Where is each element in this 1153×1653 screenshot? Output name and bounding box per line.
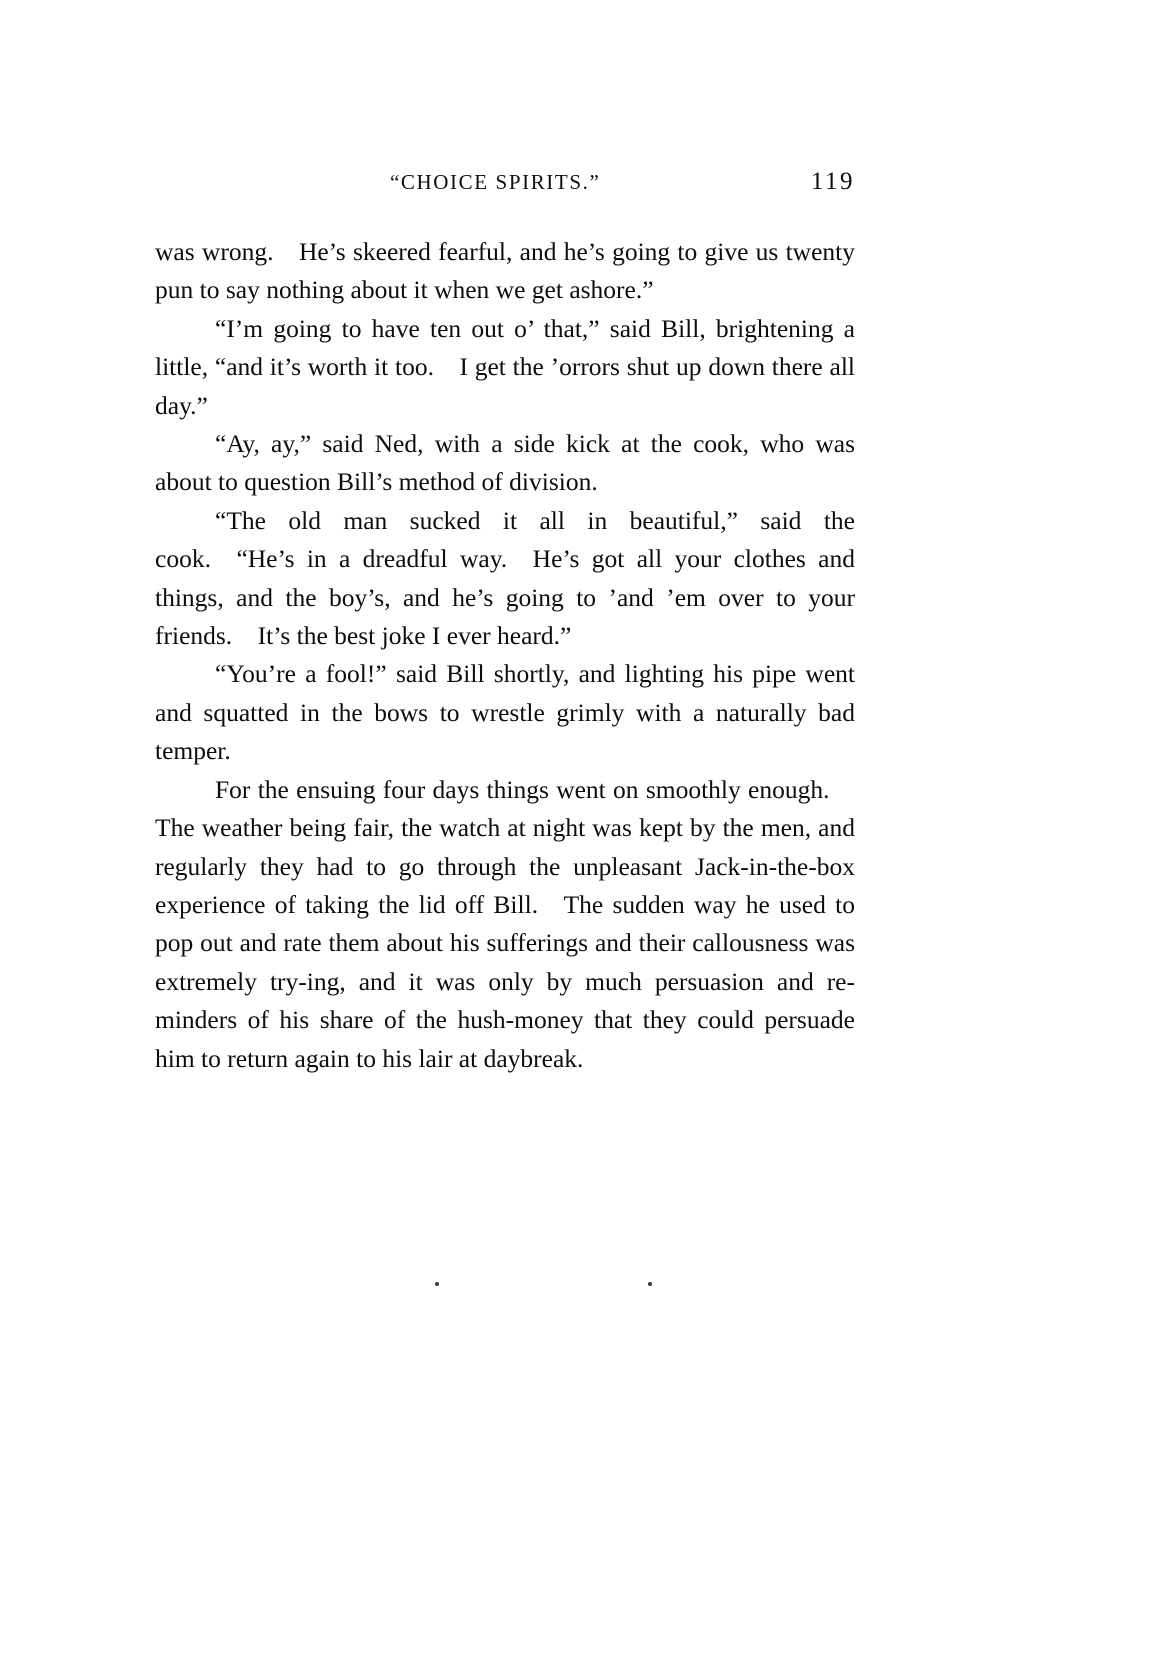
- page-header: [155, 168, 855, 202]
- paragraph: “The old man sucked it all in beautiful,” said the cook. “He’s in a dreadful way. He’s got all your clothes and things, and the boy’s, and he’s going to ’and ’em over to your friends. It’s the best joke I ever heard.”: [155, 505, 855, 651]
- body-text: [155, 233, 855, 1078]
- paragraph: “You’re a fool!” said Bill shortly, and lighting his pipe went and squatted in the bows to wrestle grimly with a naturally bad temper.: [155, 659, 855, 766]
- page-speck-marks: [155, 1282, 855, 1292]
- speck-mark: [648, 1282, 652, 1286]
- paragraph: “I’m going to have ten out o’ that,” said Bill, brightening a little, “and it’s worth it too. I get the ’orrors shut up down there all day.”: [155, 313, 855, 420]
- running-title: “CHOICE SPIRITS.”: [390, 170, 601, 194]
- paragraph: For the ensuing four days things went on smoothly enough. The weather being fair, the watch at night was kept by the men, and regularly they had to go through the unpleasant Jack-in-the-box experience of taking the lid off Bill. The sudden way he used to pop out and rate them about his sufferings and their callousness was extremely try-ing, and it was only by much persuasion and re-minders of his share of the hush-money that they could persuade him to return again to his lair at daybreak.: [155, 774, 855, 1073]
- paragraph: was wrong. He’s skeered fearful, and he’s going to give us twenty pun to say nothing about it when we get ashore.”: [155, 237, 855, 305]
- page-number: 119: [810, 168, 855, 195]
- speck-mark: [435, 1282, 439, 1286]
- paragraph: “Ay, ay,” said Ned, with a side kick at the cook, who was about to question Bill’s method of division.: [155, 429, 855, 497]
